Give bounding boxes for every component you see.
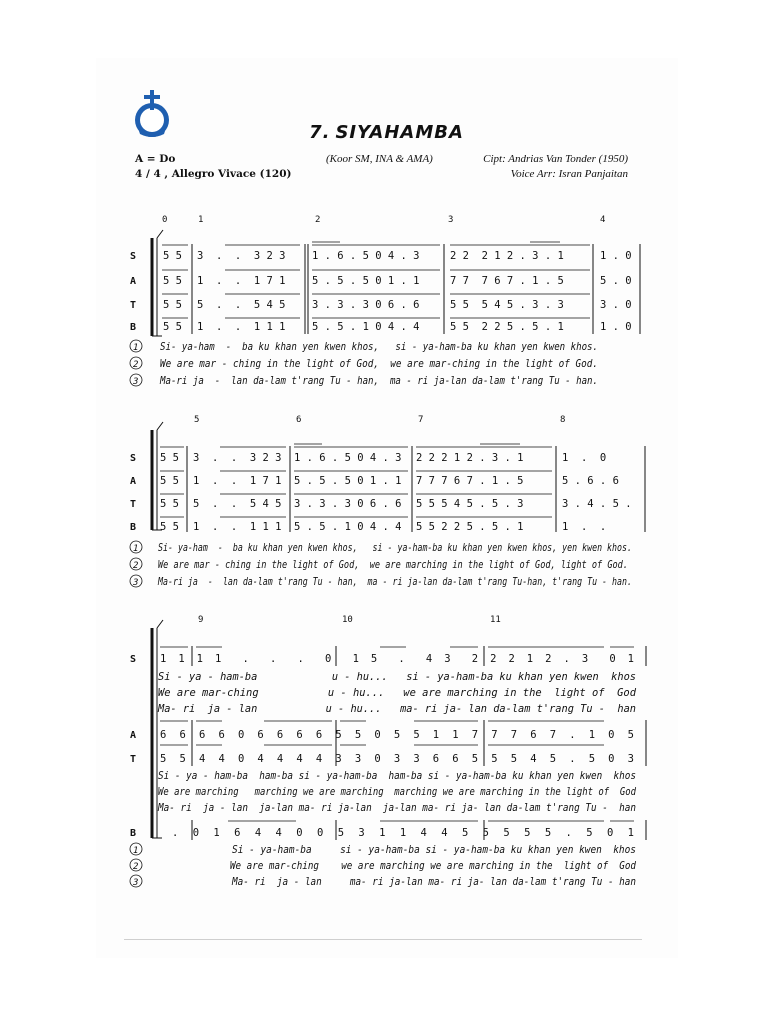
svg-text:5 5 2 2 5 . 5 . 1: 5 5 2 2 5 . 5 . 1 bbox=[450, 321, 564, 333]
svg-text:1: 1 bbox=[133, 343, 139, 353]
voice-label-bass: B bbox=[130, 828, 137, 839]
svg-text:2: 2 bbox=[133, 561, 139, 571]
bass-notes bbox=[160, 521, 606, 533]
voice-label-bass: B bbox=[130, 522, 137, 533]
svg-text:5 . 0: 5 . 0 bbox=[600, 275, 632, 287]
system-3 bbox=[130, 615, 646, 888]
voice-label-alto: A bbox=[130, 730, 137, 741]
voice-label-tenor: T bbox=[130, 499, 137, 510]
alto-notes: 6 6 6 6 0 6 6 6 6 5 5 0 5 5 1 1 7 7 7 6 7 . 1 0 5 bbox=[160, 729, 634, 741]
svg-text:1 . . 1 1 1: 1 . . 1 1 1 bbox=[193, 521, 282, 533]
svg-text:1 . 6 . 5 0 4 . 3: 1 . 6 . 5 0 4 . 3 bbox=[294, 452, 402, 464]
svg-text:1 . .: 1 . . bbox=[562, 521, 607, 533]
lyric-line-1: Si- ya-ham - ba ku khan yen kwen khos, si - ya-ham-ba ku khan yen kwen khos. bbox=[160, 341, 598, 353]
title-text: SIYAHAMBA bbox=[335, 122, 464, 143]
composer-credit: Cipt: Andrias Van Tonder (1950) bbox=[483, 153, 628, 165]
voice-label-tenor: T bbox=[130, 754, 137, 765]
svg-text:5 . . 5 4 5: 5 . . 5 4 5 bbox=[193, 498, 282, 510]
svg-text:3 . 0: 3 . 0 bbox=[600, 299, 632, 311]
measure-number: 2 bbox=[315, 215, 321, 225]
soprano-notes bbox=[163, 250, 632, 262]
measure-number: 11 bbox=[490, 615, 501, 625]
svg-text:1 . 6 . 5 0 4 . 3: 1 . 6 . 5 0 4 . 3 bbox=[312, 250, 420, 262]
svg-text:2 2 2 1 2 . 3 . 1: 2 2 2 1 2 . 3 . 1 bbox=[450, 250, 564, 262]
svg-text:Si - ya - ham-ba ham-ba si -: Si - ya - ham-ba ham-ba si - ya-ham-ba ham-ba si - ya-ham-ba ku khan yen kwen khos bbox=[158, 770, 636, 782]
measure-number: 6 bbox=[296, 415, 302, 425]
svg-text:1: 1 bbox=[133, 846, 139, 856]
svg-text:5 5 5 4 5 . 5 . 3: 5 5 5 4 5 . 5 . 3 bbox=[416, 498, 524, 510]
svg-text:1 . . 1 1 1: 1 . . 1 1 1 bbox=[197, 321, 286, 333]
svg-text:5 . 5 . 1 0 4 . 4: 5 . 5 . 1 0 4 . 4 bbox=[294, 521, 402, 533]
alto-notes bbox=[160, 475, 619, 487]
measure-number: 1 bbox=[198, 215, 204, 225]
voice-label-soprano: S bbox=[130, 453, 137, 464]
lyric-line-3: Ma-ri ja - lan da-lam t'rang Tu - han, ma - ri ja-lan da-lam t'rang Tu - han. bbox=[159, 375, 599, 387]
svg-text:1 . 0: 1 . 0 bbox=[600, 250, 632, 262]
voice-label-tenor: T bbox=[130, 300, 137, 311]
svg-text:5 5: 5 5 bbox=[160, 521, 179, 533]
lyrics-system-2 bbox=[130, 541, 632, 588]
svg-text:5 5: 5 5 bbox=[163, 321, 182, 333]
svg-text:We are marching marching we: We are marching marching we are marching marching we are marching in the light of God bbox=[158, 786, 637, 798]
voice-label-alto: A bbox=[130, 276, 137, 287]
svg-text:3: 3 bbox=[133, 878, 139, 888]
svg-text:7 7 7 6 7 . 1 . 5: 7 7 7 6 7 . 1 . 5 bbox=[416, 475, 524, 487]
lyrics-system-1 bbox=[130, 340, 598, 387]
measure-number: 10 bbox=[342, 615, 353, 625]
arranger-credit: Voice Arr: Isran Panjaitan bbox=[510, 168, 628, 180]
svg-text:1: 1 bbox=[133, 544, 139, 554]
svg-text:5 5: 5 5 bbox=[160, 452, 179, 464]
lyric-line-3: Ma-ri ja - lan da-lam t'rang Tu - han, ma - ri ja-lan da-lam t'rang Tu-han, t'rang Tu - han. bbox=[157, 576, 632, 588]
tenor-notes: 5 5 4 4 0 4 4 4 4 3 3 0 3 3 6 6 5 5 5 4 5 . 5 0 3 bbox=[160, 753, 634, 765]
lyric-line-2: We are mar - ching in the light of God, we are marching in the light of God, light of God. bbox=[158, 559, 628, 571]
svg-text:Ma- ri ja - lan u -: Ma- ri ja - lan u - hu... ma- ri ja- lan da-lam t'rang Tu - han bbox=[157, 703, 636, 715]
svg-text:We are mar-ching u -: We are mar-ching u - hu... we are marching in the light of God bbox=[158, 687, 637, 699]
soprano-notes bbox=[160, 452, 606, 464]
voice-label-bass: B bbox=[130, 322, 137, 333]
svg-text:5 5: 5 5 bbox=[163, 275, 182, 287]
svg-text:Si - ya-ham-ba si - ya-ham: Si - ya-ham-ba si - ya-ham-ba si - ya-ham-ba ku khan yen kwen khos bbox=[232, 844, 636, 856]
svg-text:7 7 7 6 7 . 1 . 5: 7 7 7 6 7 . 1 . 5 bbox=[450, 275, 564, 287]
svg-text:5 . 5 . 5 0 1 . 1: 5 . 5 . 5 0 1 . 1 bbox=[294, 475, 402, 487]
svg-text:We are mar-ching we are mar: We are mar-ching we are marching we are marching in the light of God bbox=[230, 860, 637, 872]
measure-number: 0 bbox=[162, 215, 168, 225]
measure-number: 7 bbox=[418, 415, 424, 425]
svg-text:3 . 4 . 5 .: 3 . 4 . 5 . bbox=[562, 498, 632, 510]
svg-text:1 . . 1 7 1: 1 . . 1 7 1 bbox=[197, 275, 286, 287]
alto-tenor-lyrics bbox=[157, 770, 636, 814]
svg-text:3 . . 3 2 3: 3 . . 3 2 3 bbox=[197, 250, 286, 262]
svg-text:3 . 3 . 3 0 6 . 6: 3 . 3 . 3 0 6 . 6 bbox=[294, 498, 402, 510]
ensemble-subtitle: (Koor SM, INA & AMA) bbox=[326, 153, 433, 165]
svg-text:5 5 2 2 5 . 5 . 1: 5 5 2 2 5 . 5 . 1 bbox=[416, 521, 524, 533]
svg-text:1 . . 1 7 1: 1 . . 1 7 1 bbox=[193, 475, 282, 487]
lyric-line-1: Si- ya-ham - ba ku khan yen kwen khos, si - ya-ham-ba ku khan yen kwen khos, yen kwen khos. bbox=[158, 542, 632, 554]
voice-label-soprano: S bbox=[130, 654, 137, 665]
tempo-marking: 4 / 4 , Allegro Vivace (120) bbox=[135, 168, 292, 180]
svg-text:5 5: 5 5 bbox=[160, 475, 179, 487]
svg-text:5 5: 5 5 bbox=[163, 299, 182, 311]
voice-label-alto: A bbox=[130, 476, 137, 487]
svg-text:5 . 5 . 1 0 4 . 4: 5 . 5 . 1 0 4 . 4 bbox=[312, 321, 420, 333]
soprano-notes: 1 1 1 1 . . . 0 1 5 . 4 3 2 2 2 1 2 . 3 0 1 bbox=[160, 653, 634, 665]
svg-text:5 5: 5 5 bbox=[160, 498, 179, 510]
title-number: 7. bbox=[309, 122, 331, 143]
system-1 bbox=[130, 215, 640, 387]
key-signature: A = Do bbox=[135, 153, 176, 165]
tenor-notes bbox=[160, 498, 632, 510]
svg-text:5 . . 5 4 5: 5 . . 5 4 5 bbox=[197, 299, 286, 311]
svg-text:Ma- ri ja - lan ma- ri ja: Ma- ri ja - lan ma- ri ja-lan ma- ri ja- lan da-lam t'rang Tu - han bbox=[231, 876, 636, 888]
svg-text:Ma- ri ja - lan ja-lan ma- r: Ma- ri ja - lan ja-lan ma- ri ja-lan ja-lan ma- ri ja- lan da-lam t'rang Tu - han bbox=[157, 802, 636, 814]
svg-text:3 . 3 . 3 0 6 . 6: 3 . 3 . 3 0 6 . 6 bbox=[312, 299, 420, 311]
svg-text:5 . 5 . 5 0 1 . 1: 5 . 5 . 5 0 1 . 1 bbox=[312, 275, 420, 287]
svg-text:5 5: 5 5 bbox=[163, 250, 182, 262]
svg-text:Si - ya - ham-ba u: Si - ya - ham-ba u - hu... si - ya-ham-ba ku khan yen kwen khos bbox=[158, 671, 636, 683]
measure-number: 4 bbox=[600, 215, 606, 225]
svg-text:2 2 2 1 2 . 3 . 1: 2 2 2 1 2 . 3 . 1 bbox=[416, 452, 524, 464]
voice-label-soprano: S bbox=[130, 251, 137, 262]
svg-text:5 5 5 4 5 . 3 . 3: 5 5 5 4 5 . 3 . 3 bbox=[450, 299, 564, 311]
svg-text:1 . 0: 1 . 0 bbox=[600, 321, 632, 333]
bass-notes bbox=[163, 321, 632, 333]
tenor-notes bbox=[163, 299, 632, 311]
svg-text:2: 2 bbox=[133, 360, 139, 370]
svg-text:3: 3 bbox=[133, 578, 139, 588]
measure-number: 3 bbox=[448, 215, 454, 225]
soprano-lyrics bbox=[157, 671, 637, 715]
bass-lyrics bbox=[130, 843, 637, 888]
system-2 bbox=[130, 415, 645, 588]
svg-text:1 . 0: 1 . 0 bbox=[562, 452, 607, 464]
lyric-line-2: We are mar - ching in the light of God, we are mar-ching in the light of God. bbox=[160, 358, 598, 370]
svg-text:5 . 6 . 6: 5 . 6 . 6 bbox=[562, 475, 619, 487]
bass-notes: . 0 1 6 4 4 0 0 5 3 1 1 4 4 5 5 5 5 5 . 5 0 1 bbox=[172, 827, 635, 839]
measure-number: 9 bbox=[198, 615, 204, 625]
footer-divider bbox=[124, 939, 642, 940]
measure-number: 5 bbox=[194, 415, 200, 425]
svg-text:2: 2 bbox=[133, 862, 139, 872]
alto-notes bbox=[163, 275, 632, 287]
measure-number: 8 bbox=[560, 415, 566, 425]
svg-text:3 . . 3 2 3: 3 . . 3 2 3 bbox=[193, 452, 282, 464]
svg-text:3: 3 bbox=[133, 377, 139, 387]
